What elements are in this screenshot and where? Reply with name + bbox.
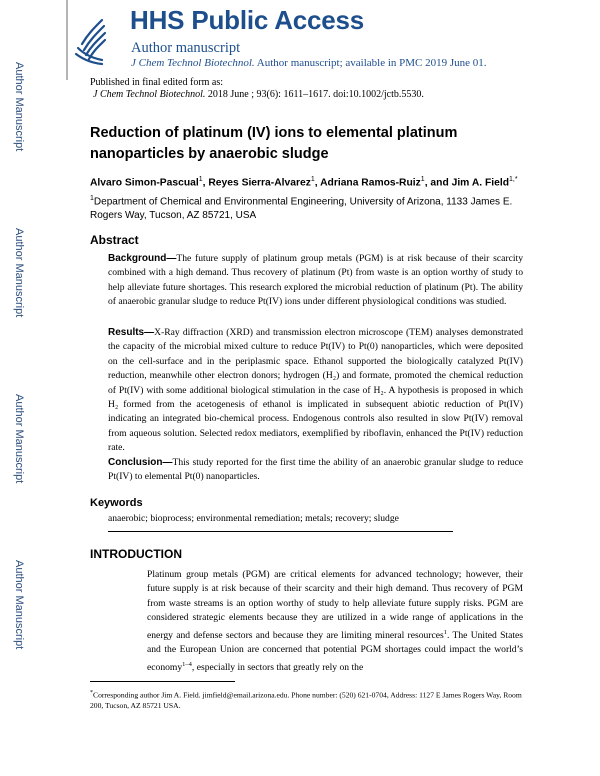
keywords-divider [108, 531, 453, 532]
conclusion-label: Conclusion— [108, 457, 173, 468]
sidebar-label: Author Manuscript [13, 394, 25, 484]
citation-details: 2018 June ; 93(6): 1611–1617. doi:10.1002/jctb.5530. [207, 89, 424, 100]
footnote-divider [90, 681, 235, 682]
sidebar-label: Author Manuscript [13, 62, 25, 152]
author-affiliation-ref: 1,* [509, 176, 518, 183]
keywords-heading: Keywords [90, 497, 143, 509]
publication-info [90, 77, 424, 101]
header-subtitle: Author manuscript [131, 40, 241, 56]
header-divider [66, 0, 68, 80]
author-affiliation-ref: 1 [420, 176, 425, 183]
author-name: Adriana Ramos-Ruiz [320, 177, 421, 189]
footnote: *Corresponding author Jim A. Field. jimfield@email.arizona.edu. Phone number: (520) 621-0704, Address: 1127 E James Rogers Way, Room 200, Tucson, AZ 85721 USA. [90, 690, 522, 710]
header-title: HHS Public Access [130, 5, 365, 35]
author-list: Alvaro Simon-Pascual$^1$, Reyes Sierra-Alvarez$^1$, Adriana Ramos-Ruiz$^1$, and Jim A. Field$^{1,*}$ [90, 176, 518, 189]
abstract-results: Results—X-Ray diffraction (XRD) and transmission electron microscope (TEM) analyses demonstrated the capacity of the microbial mixed culture to reduce Pt(IV) to Pt(0) nanoparticles, which were deposited on the cell-surface and in the periplasmic space. Ethanol supported the biologically catalyzed Pt(IV) reduction, meanwhile other electron donors; hydrogen (H₂) and formate, promoted the chemical reduction of Pt(IV) with some additional biological stimulation in the case of H₂. A hypothesis is proposed in which H₂ formed from the acetogenesis of ethanol is implicated in subsequent abiotic reduction of Pt(IV) indicating an integrated bio-chemical process. Endogenous controls also resulted in slow Pt(IV) removal from aqueous solution. Selected redox mediators, exemplified by riboflavin, enhanced the Pt(IV) reduction rate. [108, 327, 523, 454]
author-name: Alvaro Simon-Pascual [90, 177, 199, 189]
affiliation: $^1$Department of Chemical and Environmental Engineering, University of Arizona, 1133 James E. Rogers Way, Tucson, AZ 85721, USA [90, 195, 513, 222]
keywords-list: anaerobic; bioprocess; environmental remediation; metals; recovery; sludge [108, 513, 399, 524]
article-title: Reduction of platinum (IV) ions to elemental platinum nanoparticles by anaerobic sludge [90, 125, 458, 162]
header-availability [131, 57, 487, 69]
reference-link[interactable]: 1 [443, 628, 448, 636]
published-label: Published in final edited form as: [90, 77, 224, 88]
introduction-heading: INTRODUCTION [90, 547, 182, 561]
author-affiliation-ref: 1 [310, 176, 315, 183]
citation [90, 89, 424, 101]
author-affiliation-ref: 1 [198, 176, 203, 183]
background-label: Background— [108, 253, 177, 264]
sidebar-label: Author Manuscript [13, 228, 25, 318]
abstract-heading: Abstract [90, 233, 139, 247]
results-label: Results— [108, 327, 155, 338]
header-journal: J Chem Technol Biotechnol. [131, 57, 255, 69]
sidebar-label: Author Manuscript [13, 560, 25, 650]
hhs-eagle-logo [72, 14, 110, 66]
abstract-conclusion: Conclusion—This study reported for the first time the ability of an anaerobic granular sludge to reduce Pt(IV) to elemental Pt(0) nanoparticles. [108, 457, 523, 483]
availability-text: Author manuscript; available in PMC 2019 June 01. [256, 57, 487, 69]
introduction-paragraph: Platinum group metals (PGM) are critical elements for advanced technology; however, their future supply is at risk because of their scarcity and their high demand. Thus recovery of PGM from waste streams is an option worthy of study to help alleviate future supply risks. PGM are considered strategic elements because they are utilized in a wide range of applications in the energy and defense sectors and because they are limiting mineral resources$^1$. The United States and the European Union are concerned that potential PGM shortages could impact the world’s economy$^{1-4}$, especially in sectors that greatly rely on the [147, 569, 523, 673]
author-name: Jim A. Field [451, 177, 510, 189]
citation-journal: J Chem Technol Biotechnol. [93, 89, 206, 100]
sidebar [0, 0, 45, 776]
author-name: Reyes Sierra-Alvarez [208, 177, 311, 189]
abstract-background: Background—The future supply of platinum group metals (PGM) is at risk because of their scarcity combined with a high demand. Thus recovery of platinum (Pt) from waste is an option worthy of study to help alleviate future shortages. This research explored the microbial reduction of platinum (Pt). The ability of anaerobic granular sludge to reduce Pt(IV) ions under different physiological conditions was studied. [108, 253, 523, 308]
reference-link[interactable]: 1–4 [182, 660, 192, 668]
